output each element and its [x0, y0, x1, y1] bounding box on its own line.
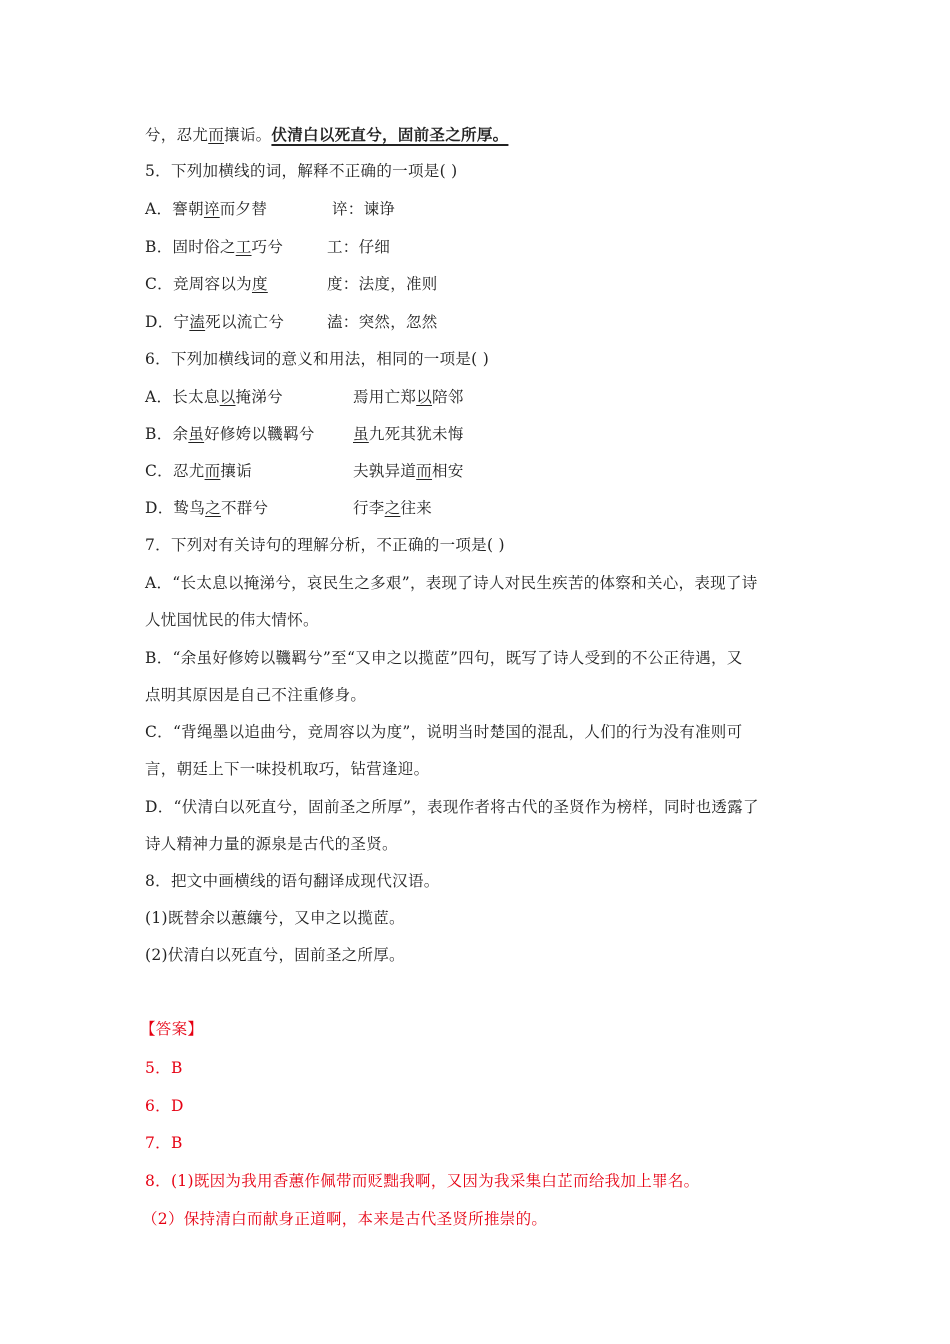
q5-stem: 5．下列加横线的词，解释不正确的一项是( )	[145, 162, 458, 180]
q5-option-d-gloss: 溘：突然，忽然	[327, 313, 438, 331]
q6-a-right-underlined: 以	[416, 388, 433, 406]
q5-b-pre: B．固时俗之	[145, 238, 236, 256]
q5-option-c-gloss: 度：法度，准则	[327, 275, 438, 293]
answer-7: 7．B	[145, 1134, 183, 1152]
q6-stem: 6．下列加横线词的意义和用法，相同的一项是( )	[145, 350, 490, 368]
q6-d-right-post: 往来	[400, 499, 433, 517]
q5-option-a-gloss: 谇：谏诤	[332, 200, 396, 218]
q5-option-a	[145, 198, 267, 220]
q6-a-right-pre: 焉用亡郑	[353, 388, 417, 406]
q6-b-left-underlined: 虽	[188, 425, 205, 443]
intro-line	[145, 124, 508, 146]
q6-b-left-post: 好修姱以鞿羁兮	[204, 425, 315, 443]
answer-heading: 【答案】	[140, 1020, 204, 1038]
q5-c-underlined: 度	[251, 275, 268, 293]
q7-line-6: 言，朝廷上下一味投机取巧，钻营逢迎。	[145, 760, 430, 778]
intro-lead-underlined: 而	[208, 126, 225, 144]
answer-8-2: （2）保持清白而献身正道啊，本来是古代圣贤所推崇的。	[142, 1210, 548, 1228]
answer-5: 5．B	[145, 1059, 183, 1077]
q7-line-5: C．“背绳墨以追曲兮，竞周容以为度”，说明当时楚国的混乱，人们的行为没有准则可	[145, 723, 743, 741]
q8-item-1: (1)既替余以蕙纕兮，又申之以揽茝。	[145, 909, 405, 927]
q5-d-post: 死以流亡兮	[205, 313, 285, 331]
q5-option-b	[145, 236, 283, 258]
q6-a-left-underlined: 以	[219, 388, 236, 406]
q7-line-8: 诗人精神力量的源泉是古代的圣贤。	[145, 835, 398, 853]
q6-option-c-right	[353, 460, 464, 482]
q6-d-right-underlined: 之	[384, 499, 401, 517]
q7-line-2: 人忧国忧民的伟大情怀。	[145, 611, 319, 629]
q6-c-right-post: 相安	[432, 462, 464, 480]
q7-line-3: B．“余虽好修姱以鞿羁兮”至“又申之以揽茝”四句，既写了诗人受到的不公正待遇，又	[145, 649, 743, 667]
q6-b-right-underlined: 虽	[353, 425, 369, 443]
answer-6: 6．D	[145, 1097, 184, 1115]
q6-option-b-right	[353, 423, 464, 445]
q5-a-pre: A．謇朝	[145, 200, 204, 218]
q6-option-a	[145, 386, 283, 408]
intro-underlined-sentence: 伏清白以死直兮，固前圣之所厚。	[271, 125, 509, 144]
q5-option-c	[145, 273, 268, 295]
q5-d-pre: D．宁	[145, 313, 190, 331]
q5-d-underlined: 溘	[189, 313, 206, 331]
intro-lead-pre: 兮，忍尤	[145, 126, 209, 144]
q6-d-left-post: 不群兮	[220, 499, 269, 517]
q6-b-right-post: 九死其犹未悔	[368, 425, 464, 443]
q6-d-left-underlined: 之	[205, 499, 221, 517]
q5-c-pre: C．竞周容以为	[145, 275, 252, 293]
q6-a-left-pre: A．长太息	[145, 388, 220, 406]
q6-option-b	[145, 423, 315, 445]
q6-a-left-post: 掩涕兮	[235, 388, 283, 406]
q6-c-left-post: 攘诟	[220, 462, 252, 480]
q6-a-right-post: 陪邻	[432, 388, 464, 406]
q6-d-left-pre: D．鸷鸟	[145, 499, 206, 517]
q8-item-2: (2)伏清白以死直兮，固前圣之所厚。	[145, 946, 405, 964]
q6-b-left-pre: B．余	[145, 425, 189, 443]
q5-option-b-gloss: 工：仔细	[327, 238, 391, 256]
q7-line-4: 点明其原因是自己不注重修身。	[145, 686, 367, 704]
q6-c-left-pre: C．忍尤	[145, 462, 205, 480]
q7-line-1: A．“长太息以掩涕兮，哀民生之多艰”，表现了诗人对民生疾苦的体察和关心，表现了诗	[145, 574, 758, 592]
q6-option-c	[145, 460, 252, 482]
q6-c-right-pre: 夫孰异道	[353, 462, 417, 480]
q5-option-d	[145, 311, 284, 333]
q5-a-underlined: 谇	[203, 200, 220, 218]
q6-c-left-underlined: 而	[204, 462, 221, 480]
q5-a-post: 而夕替	[219, 200, 268, 218]
answer-8-1: 8．(1)既因为我用香蕙作佩带而贬黜我啊，又因为我采集白芷而给我加上罪名。	[145, 1172, 700, 1190]
q5-b-post: 巧兮	[251, 238, 284, 256]
q7-line-7: D．“伏清白以死直兮，固前圣之所厚”，表现作者将古代的圣贤作为榜样，同时也透露了	[145, 798, 759, 816]
q6-d-right-pre: 行李	[353, 499, 385, 517]
q6-option-d-right	[353, 497, 432, 519]
q5-b-underlined: 工	[235, 238, 252, 256]
q6-option-d	[145, 497, 268, 519]
q8-stem: 8．把文中画横线的语句翻译成现代汉语。	[145, 872, 440, 890]
q6-option-a-right	[353, 386, 464, 408]
q6-c-right-underlined: 而	[416, 462, 433, 480]
q7-stem: 7．下列对有关诗句的理解分析，不正确的一项是( )	[145, 536, 505, 554]
intro-lead-post: 攘诟。	[224, 126, 272, 144]
